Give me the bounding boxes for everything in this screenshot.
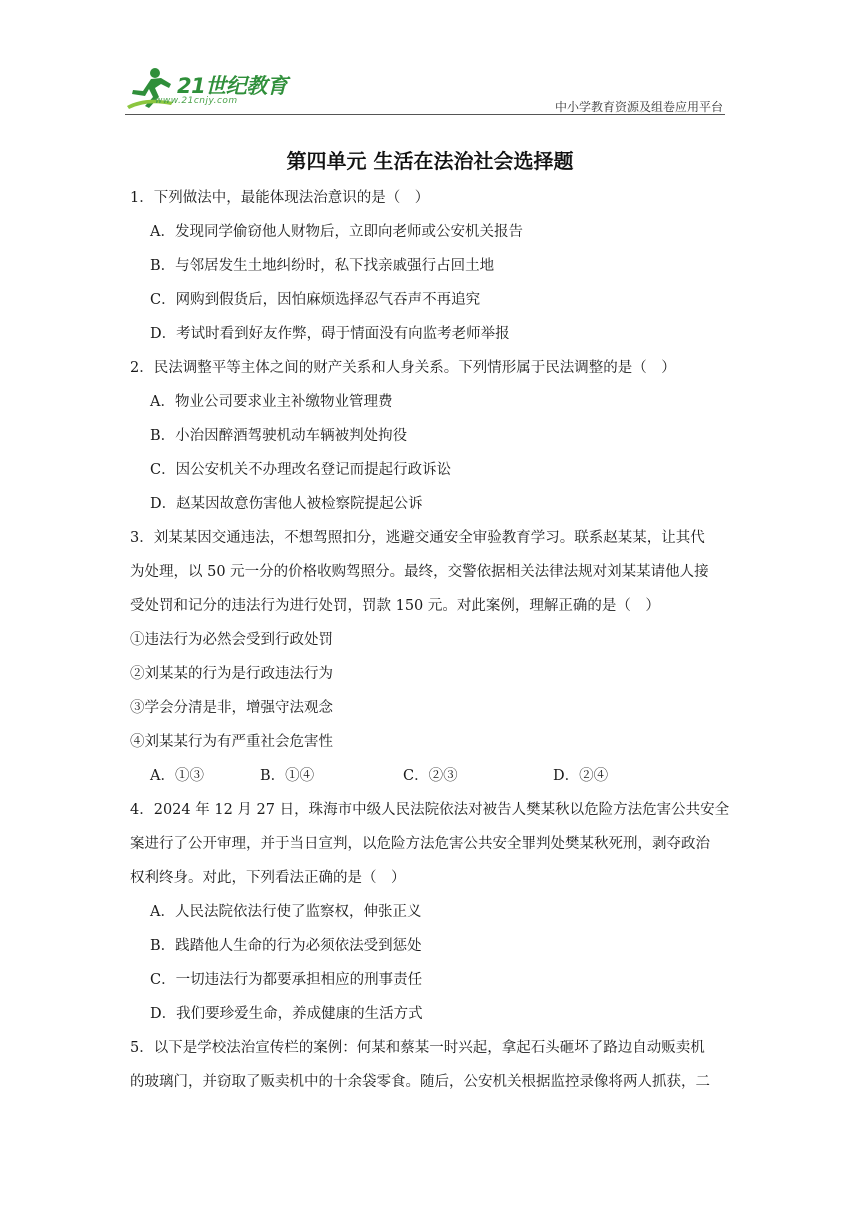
option-b: B．小治因醉酒驾驶机动车辆被判处拘役: [150, 428, 408, 444]
question-stem: 的玻璃门，并窃取了贩卖机中的十余袋零食。随后，公安机关根据监控录像将两人抓获，二: [130, 1074, 710, 1090]
logo-url: www.21cnjy.com: [155, 96, 238, 106]
question-stem: 2．民法调整平等主体之间的财产关系和人身关系。下列情形属于民法调整的是（ ）: [130, 360, 676, 376]
statement-2: ②刘某某的行为是行政违法行为: [130, 666, 333, 682]
choice-d: D．②④: [553, 768, 609, 784]
question-stem: 3．刘某某因交通违法，不想驾照扣分，逃避交通安全审验教育学习。联系赵某某，让其代: [130, 530, 705, 546]
option-d: D．赵某因故意伤害他人被检察院提起公诉: [150, 496, 423, 512]
option-a: A．发现同学偷窃他人财物后，立即向老师或公安机关报告: [150, 224, 523, 240]
option-c: C．网购到假货后，因怕麻烦选择忍气吞声不再追究: [150, 292, 481, 308]
option-b: B．践踏他人生命的行为必须依法受到惩处: [150, 938, 422, 954]
question-2: [130, 353, 732, 523]
page-title: 第四单元 生活在法治社会选择题: [286, 149, 574, 173]
option-a: A．物业公司要求业主补缴物业管理费: [150, 394, 393, 410]
question-stem: 案进行了公开审理，并于当日宣判，以危险方法危害公共安全罪判处樊某秋死刑，剥夺政治: [130, 836, 710, 852]
question-stem: 4．2024 年 12 月 27 日，珠海市中级人民法院依法对被告人樊某秋以危险方法危害公共安全: [130, 802, 730, 818]
question-4: [130, 795, 732, 1033]
question-stem: 权利终身。对此，下列看法正确的是（ ）: [130, 870, 406, 886]
platform-name: 中小学教育资源及组卷应用平台: [554, 100, 723, 114]
header-divider: [125, 114, 725, 115]
statement-1: ①违法行为必然会受到行政处罚: [130, 632, 333, 648]
logo-text: 21世纪教育: [177, 74, 288, 98]
question-stem: 受处罚和记分的违法行为进行处罚，罚款 150 元。对此案例，理解正确的是（ ）: [130, 598, 660, 614]
question-list: [130, 183, 732, 1101]
question-stem: 1．下列做法中，最能体现法治意识的是（ ）: [130, 190, 430, 206]
page-header: [0, 0, 860, 120]
choice-b: B．①④: [260, 768, 315, 784]
option-d: D．我们要珍爱生命，养成健康的生活方式: [150, 1006, 423, 1022]
choice-row: [130, 761, 732, 795]
option-b: B．与邻居发生土地纠纷时，私下找亲戚强行占回土地: [150, 258, 495, 274]
option-c: C．因公安机关不办理改名登记而提起行政诉讼: [150, 462, 452, 478]
option-a: A．人民法院依法行使了监察权，伸张正义: [150, 904, 422, 920]
logo: [125, 66, 295, 116]
statement-3: ③学会分清是非，增强守法观念: [130, 700, 333, 716]
choice-a: A．①③: [150, 768, 204, 784]
question-5: [130, 1033, 732, 1101]
option-c: C．一切违法行为都要承担相应的刑事责任: [150, 972, 423, 988]
statement-4: ④刘某某行为有严重社会危害性: [130, 734, 333, 750]
choice-c: C．②③: [403, 768, 458, 784]
question-1: [130, 183, 732, 353]
option-d: D．考试时看到好友作弊，碍于情面没有向监考老师举报: [150, 326, 510, 342]
question-stem: 5．以下是学校法治宣传栏的案例：何某和蔡某一时兴起，拿起石头砸坏了路边自动贩卖机: [130, 1040, 705, 1056]
question-stem: 为处理，以 50 元一分的价格收购驾照分。最终，交警依据相关法律法规对刘某某请他人接: [130, 564, 709, 580]
question-3: [130, 523, 732, 795]
